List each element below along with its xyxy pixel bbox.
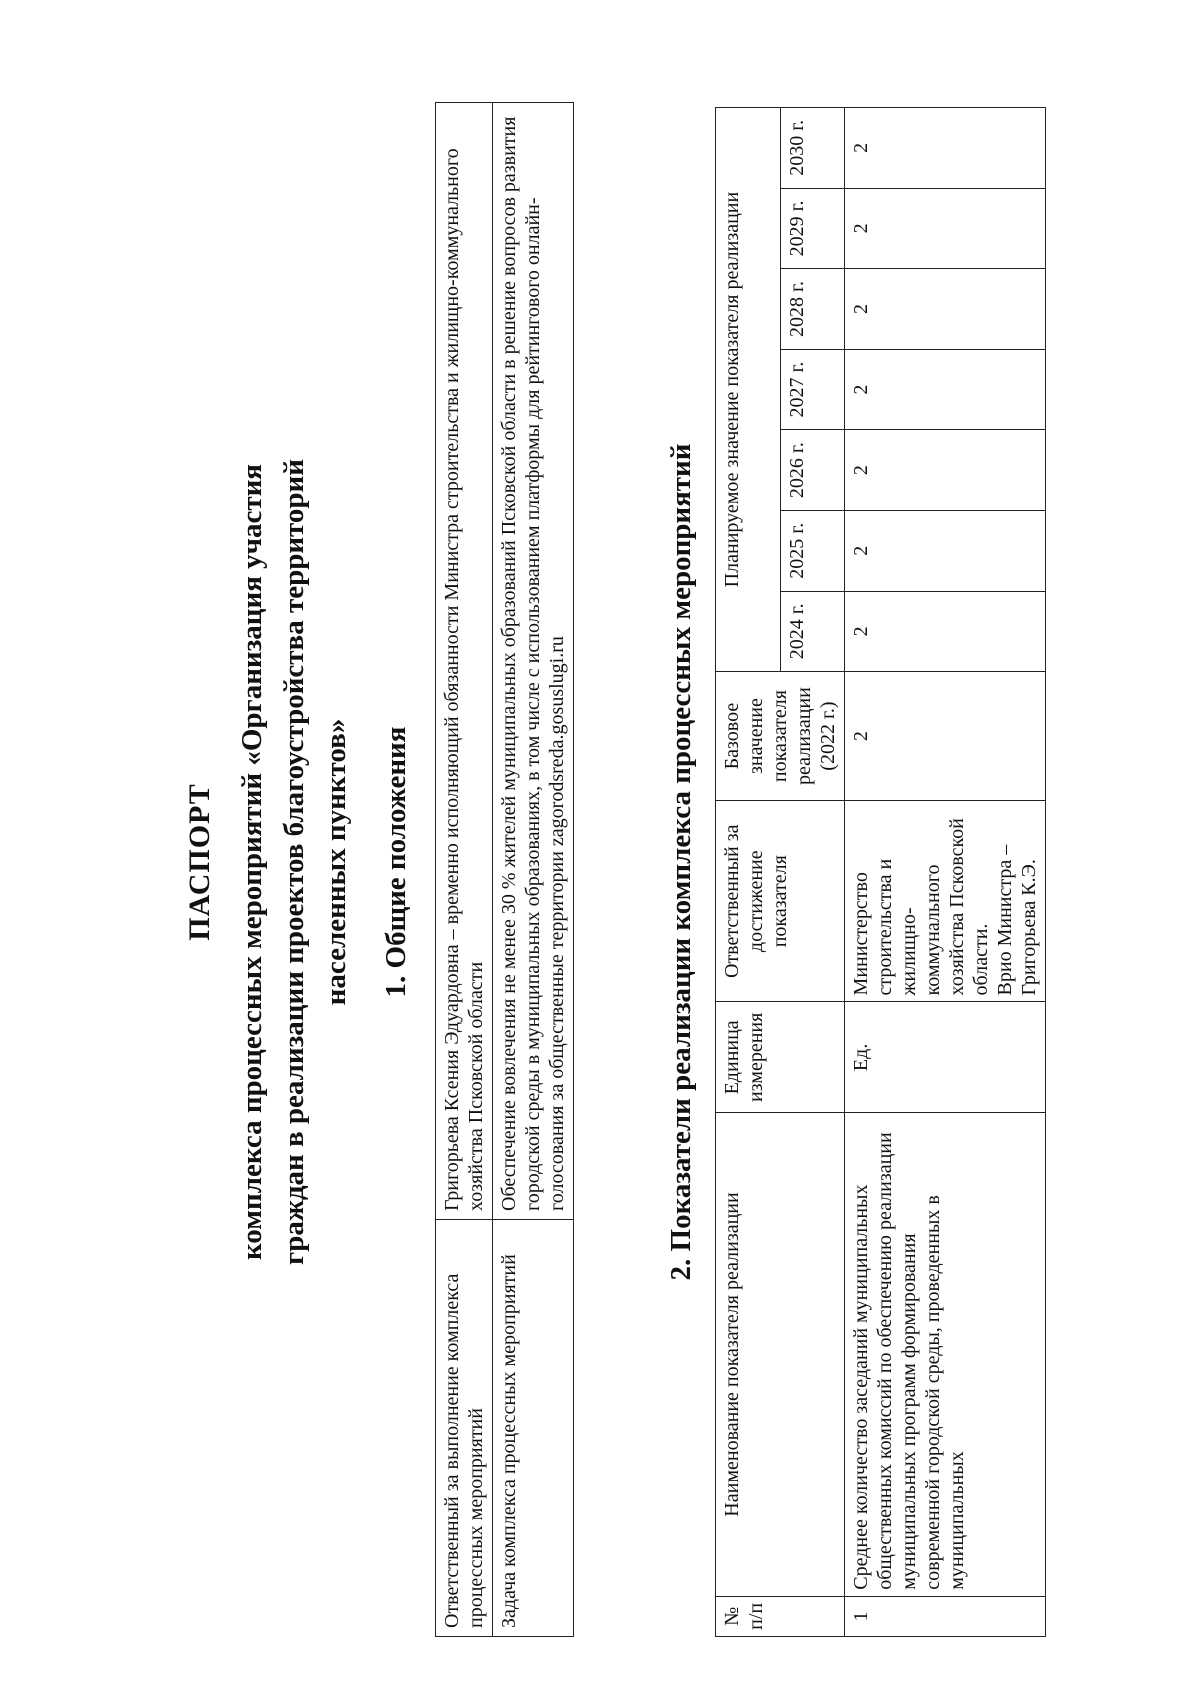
cell-value: 2 — [845, 108, 1046, 189]
header-base: Базовое значение показателя реализации (2022 г.) — [716, 672, 845, 801]
document-subtitle — [231, 62, 357, 1662]
cell-value: 2 — [845, 591, 1046, 672]
header-responsible: Ответственный за достижение показателя — [716, 801, 845, 1002]
header-unit: Единица измерения — [716, 1002, 845, 1113]
subtitle-line: граждан в реализации проектов благоустройства территорий — [278, 459, 310, 1265]
header-num: № п/п — [716, 1596, 845, 1636]
responsible-line: Врио Министра – — [994, 844, 1016, 996]
row-label: Ответственный за выполнение комплекса процессных мероприятий — [436, 1220, 493, 1637]
cell-value: 2 — [845, 349, 1046, 430]
row-value: Григорьева Ксения Эдуардовна – временно исполняющий обязанности Министра строительства и жилищно-коммунального хозяйства Псковской области — [436, 103, 493, 1220]
cell-value: 2 — [845, 269, 1046, 350]
header-year: 2024 г. — [780, 591, 845, 672]
cell-base: 2 — [845, 672, 1046, 801]
cell-responsible — [845, 801, 1046, 1002]
section1-heading: 1. Общие положения — [380, 726, 412, 998]
row-label: Задача комплекса процессных мероприятий — [493, 1220, 574, 1637]
cell-value: 2 — [845, 510, 1046, 591]
table-row — [493, 103, 574, 1637]
header-year: 2025 г. — [780, 510, 845, 591]
row-value: Обеспечение вовлечения не менее 30 % жителей муниципальных образований Псковской области в решение вопросов развития городской среды в муниципальных образованиях, в том числе с использованием платформы для рейтингового онлайн-голосования за общественные территории zagorodsreda.gosuslugi.ru — [493, 103, 574, 1220]
cell-name: Среднее количество заседаний муниципальных общественных комиссий по обеспечению реализации муниципальных программ формирования современной городской среды, проведенных в муниципальных — [845, 1113, 1046, 1596]
header-year: 2028 г. — [780, 269, 845, 350]
header-year: 2026 г. — [780, 430, 845, 511]
responsible-line: Министерство строительства и жилищно-коммунального хозяйства Псковской области. — [850, 818, 992, 996]
document-title: ПАСПОРТ — [183, 783, 216, 941]
section2-heading: 2. Показатели реализации комплекса процессных мероприятий — [665, 443, 697, 1281]
general-provisions-table — [435, 102, 574, 1637]
header-year: 2030 г. — [780, 108, 845, 189]
table-row — [845, 108, 1046, 1637]
subtitle-line: населенных пунктов» — [320, 718, 352, 1006]
table-header-row — [716, 108, 781, 1637]
cell-value: 2 — [845, 188, 1046, 269]
header-year: 2029 г. — [780, 188, 845, 269]
indicators-table — [715, 107, 1046, 1637]
responsible-line: Григорьева К.Э. — [1018, 859, 1040, 996]
header-year: 2027 г. — [780, 349, 845, 430]
table-row — [436, 103, 493, 1637]
cell-value: 2 — [845, 430, 1046, 511]
header-planned: Планируемое значение показателя реализации — [716, 108, 781, 672]
cell-num: 1 — [845, 1596, 1046, 1636]
subtitle-line: комплекса процессных мероприятий «Организация участия — [236, 464, 268, 1261]
rotated-page — [35, 62, 1165, 1662]
cell-unit: Ед. — [845, 1002, 1046, 1113]
header-name: Наименование показателя реализации — [716, 1113, 845, 1596]
